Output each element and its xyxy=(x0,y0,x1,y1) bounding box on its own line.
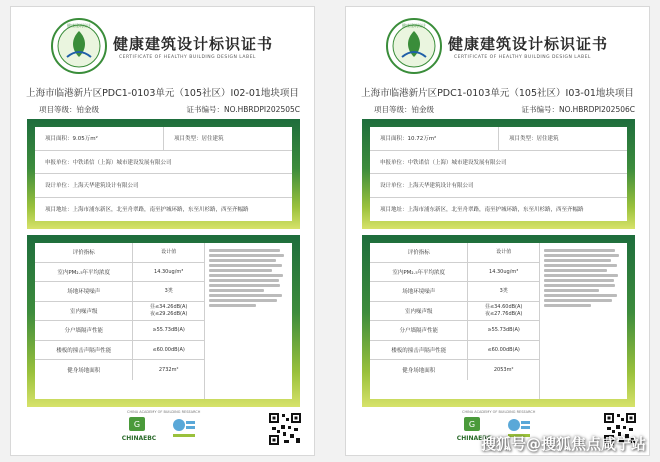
svg-text:健康建筑设计: 健康建筑设计 xyxy=(67,23,91,28)
svg-text:G: G xyxy=(468,420,476,429)
designer: 设计单位：上海天华建筑设计有限公司 xyxy=(380,183,474,190)
info-row xyxy=(35,151,292,175)
table-row: 分户墙隔声性能 ≥55.73dB(A) xyxy=(35,321,204,341)
project-area: 项目面积：9.05万m² xyxy=(45,136,98,143)
evaluation-notes xyxy=(540,243,627,399)
certificate-number: 证书编号：NO.HBRDPI202505C xyxy=(186,105,300,114)
svg-text:健康建筑设计: 健康建筑设计 xyxy=(402,23,426,28)
table-row: 室内噪声级 昼≤34.60dB(A) 夜≤27.76dB(A) xyxy=(370,302,539,322)
evaluation-notes xyxy=(205,243,292,399)
info-row xyxy=(370,127,627,151)
svg-text:G: G xyxy=(133,420,141,429)
table-row: 楼板的撞击声隔声性能 ≤60.00dB(A) xyxy=(35,341,204,361)
certificate-title: 健康建筑设计标识证书 xyxy=(448,35,609,53)
table-row: 评价指标 设计值 xyxy=(370,243,539,263)
project-grade: 项目等级：铂金级 xyxy=(374,105,434,114)
footer-caption: CHINA ACADEMY OF BUILDING RESEARCH xyxy=(462,410,536,414)
table-row: 评价指标 设计值 xyxy=(35,243,204,263)
project-address: 项目地址：上海市浦东新区，北至舟翠路，南至护城环路，东至川杉路，西至齐幅路 xyxy=(45,207,249,214)
footer-caption: CHINA ACADEMY OF BUILDING RESEARCH xyxy=(127,410,201,414)
svg-text:CHINAEBC: CHINAEBC xyxy=(456,435,492,442)
project-address: 项目地址：上海市浦东新区，北至舟翠路，南至护城环路，东至川杉路，西至齐幅路 xyxy=(380,207,584,214)
certificate-right xyxy=(345,6,650,456)
info-row xyxy=(35,198,292,222)
certificate-left xyxy=(10,6,315,456)
applicant: 申报单位：中铁诺信（上海）城市建设发展有限公司 xyxy=(45,159,172,166)
certificate-title: 健康建筑设计标识证书 xyxy=(113,35,274,53)
project-name: 上海市临港新片区PDC1-0103单元（105社区）I02-01地块项目 xyxy=(26,88,299,99)
evaluation-panel xyxy=(27,235,300,407)
info-row xyxy=(35,174,292,198)
svg-text:CHINAEBC: CHINAEBC xyxy=(121,435,157,442)
evaluation-panel xyxy=(362,235,635,407)
table-row: 室内PM₂.₅年平均浓度 14.30ug/m³ xyxy=(35,263,204,283)
table-row: 分户墙隔声性能 ≥55.73dB(A) xyxy=(370,321,539,341)
evaluation-table xyxy=(370,243,540,399)
project-info-panel xyxy=(362,119,635,229)
applicant: 申报单位：中铁诺信（上海）城市建设发展有限公司 xyxy=(380,159,507,166)
info-row xyxy=(35,127,292,151)
info-row xyxy=(370,151,627,175)
table-row: 健身场地面积 2732m² xyxy=(35,360,204,380)
info-row xyxy=(370,174,627,198)
table-row: 室内噪声级 昼≤34.26dB(A) 夜≤29.26dB(A) xyxy=(35,302,204,322)
table-row: 场地环境噪声 3类 xyxy=(35,282,204,302)
healthy-building-logo-icon xyxy=(49,17,109,75)
table-row: 场地环境噪声 3类 xyxy=(370,282,539,302)
table-row: 室内PM₂.₅年平均浓度 14.30ug/m³ xyxy=(370,263,539,283)
table-row: 楼板的撞击声隔声性能 ≤60.00dB(A) xyxy=(370,341,539,361)
designer: 设计单位：上海天华建筑设计有限公司 xyxy=(45,183,139,190)
certificate-subtitle: CERTIFICATE OF HEALTHY BUILDING DESIGN LABEL xyxy=(454,55,591,60)
project-type: 项目类型：居住建筑 xyxy=(498,127,627,150)
certificate-subtitle: CERTIFICATE OF HEALTHY BUILDING DESIGN LABEL xyxy=(119,55,256,60)
qr-code-icon xyxy=(268,412,302,446)
certificate-number: 证书编号：NO.HBRDPI202506C xyxy=(521,105,635,114)
table-row: 健身场地面积 2053m² xyxy=(370,360,539,380)
chinaebc-logo-icon xyxy=(119,415,159,443)
info-row xyxy=(370,198,627,222)
project-type: 项目类型：居住建筑 xyxy=(163,127,292,150)
healthy-building-logo-icon xyxy=(384,17,444,75)
project-info-panel xyxy=(27,119,300,229)
council-logo-icon xyxy=(171,417,197,441)
project-name: 上海市临港新片区PDC1-0103单元（105社区）I03-01地块项目 xyxy=(361,88,634,99)
project-area: 项目面积：10.72万m² xyxy=(380,136,437,143)
evaluation-table xyxy=(35,243,205,399)
watermark: 搜狐号@搜狐焦点咸宁站 xyxy=(480,435,646,453)
project-grade: 项目等级：铂金级 xyxy=(39,105,99,114)
